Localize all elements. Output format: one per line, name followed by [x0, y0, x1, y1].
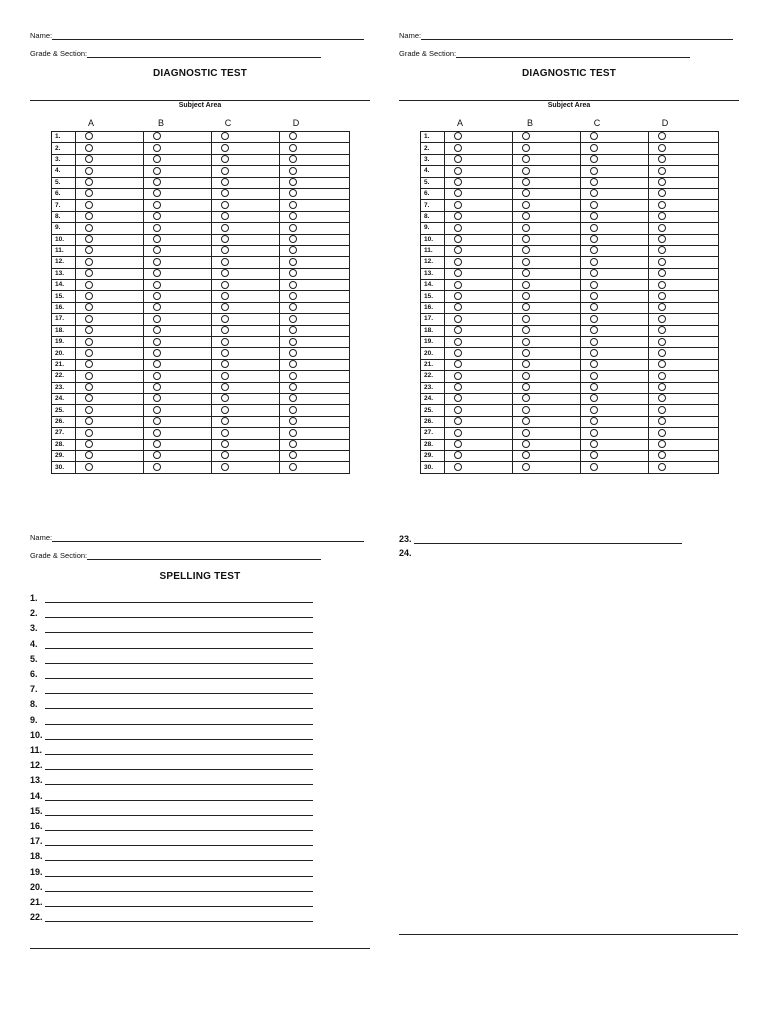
item-number: 16.	[52, 302, 76, 313]
item-number: 2.	[52, 143, 76, 154]
item-number: 20.	[52, 348, 76, 359]
item-number: 1.	[52, 132, 76, 143]
spelling-item[interactable]	[399, 534, 682, 544]
item-number: 8.	[52, 211, 76, 222]
item-number: 25.	[421, 405, 445, 416]
name-label: Name:	[399, 31, 422, 40]
item-number: 17.	[421, 314, 445, 325]
subject-area-label: Subject Area	[178, 102, 222, 109]
column-header-a: A	[456, 118, 463, 128]
item-number: 3.	[52, 154, 76, 165]
grade-section-label: Grade & Section:	[30, 49, 88, 58]
item-number: 15.	[52, 291, 76, 302]
item-number: 14.	[421, 280, 445, 291]
item-number: 11.	[52, 245, 76, 256]
item-number: 4.	[421, 166, 445, 177]
item-number: 13.	[52, 268, 76, 279]
column-header-b: B	[157, 118, 164, 128]
item-number: 19.	[52, 337, 76, 348]
item-number: 6.	[52, 188, 76, 199]
name-label: Name:	[30, 31, 53, 40]
item-number: 28.	[52, 439, 76, 450]
spelling-item-number: 23.	[399, 534, 412, 544]
column-header-c: C	[593, 118, 601, 128]
spelling-title: SPELLING TEST	[159, 571, 241, 582]
item-number: 24.	[52, 393, 76, 404]
spelling-item-number: 13.	[30, 775, 43, 786]
item-number: 26.	[52, 416, 76, 427]
name-label: Name:	[30, 533, 53, 542]
spelling-item-number: 10.	[30, 729, 43, 740]
item-number: 25.	[52, 405, 76, 416]
spelling-item-number: 9.	[30, 714, 38, 725]
diagnostic-title: DIAGNOSTIC TEST	[521, 68, 617, 79]
spelling-item-number: 1.	[30, 593, 38, 603]
item-number: 2.	[421, 143, 445, 154]
item-number: 11.	[421, 245, 445, 256]
item-number: 18.	[52, 325, 76, 336]
grade-label: Grade & Section:	[30, 551, 88, 560]
spelling-item-number: 12.	[30, 760, 43, 771]
column-header-d: D	[292, 118, 300, 128]
grade-section-label: Grade & Section:	[399, 49, 457, 58]
item-number: 28.	[421, 439, 445, 450]
spelling-item-number: 8.	[30, 699, 38, 710]
subject-area-label: Subject Area	[547, 102, 591, 109]
column-header-a: A	[87, 118, 94, 128]
spelling-item-number: 19.	[30, 866, 43, 877]
item-number: 29.	[52, 450, 76, 461]
spelling-item-number: 11.	[30, 745, 43, 755]
item-number: 18.	[421, 325, 445, 336]
spelling-item-number: 2.	[30, 608, 38, 619]
spelling-answer-line[interactable]	[414, 534, 682, 544]
item-number: 7.	[52, 200, 76, 211]
item-number: 22.	[421, 371, 445, 382]
item-number: 27.	[421, 428, 445, 439]
spelling-item-number: 17.	[30, 836, 43, 847]
item-number: 30.	[52, 462, 76, 473]
spelling-item-number: 20.	[30, 881, 43, 892]
item-number: 19.	[421, 337, 445, 348]
spelling-item-number: 3.	[30, 623, 38, 634]
item-number: 14.	[52, 280, 76, 291]
item-number: 6.	[421, 188, 445, 199]
item-number: 10.	[52, 234, 76, 245]
item-number: 9.	[52, 223, 76, 234]
item-number: 7.	[421, 200, 445, 211]
item-number: 1.	[421, 132, 445, 143]
diagnostic-title: DIAGNOSTIC TEST	[152, 68, 248, 79]
item-number: 10.	[421, 234, 445, 245]
item-number: 15.	[421, 291, 445, 302]
item-number: 22.	[52, 371, 76, 382]
spelling-item-number: 21.	[30, 897, 43, 907]
item-number: 29.	[421, 450, 445, 461]
spelling-item-number: 6.	[30, 669, 38, 679]
item-number: 23.	[421, 382, 445, 393]
spelling-item-number: 16.	[30, 821, 43, 831]
item-number: 8.	[421, 211, 445, 222]
spelling-item-number: 24.	[399, 548, 412, 558]
item-number: 26.	[421, 416, 445, 427]
item-number: 4.	[52, 166, 76, 177]
column-header-c: C	[224, 118, 232, 128]
spelling-item-number: 7.	[30, 684, 38, 695]
spelling-item-number: 5.	[30, 653, 38, 664]
item-number: 5.	[52, 177, 76, 188]
spelling-item[interactable]	[399, 548, 414, 558]
item-number: 12.	[52, 257, 76, 268]
item-number: 23.	[52, 382, 76, 393]
item-number: 21.	[52, 359, 76, 370]
item-number: 5.	[421, 177, 445, 188]
item-number: 17.	[52, 314, 76, 325]
item-number: 13.	[421, 268, 445, 279]
spelling-item-number: 22.	[30, 912, 43, 923]
item-number: 3.	[421, 154, 445, 165]
spelling-item-number: 14.	[30, 790, 43, 801]
spelling-item-number: 15.	[30, 805, 43, 816]
item-number: 27.	[52, 428, 76, 439]
item-number: 12.	[421, 257, 445, 268]
item-number: 24.	[421, 393, 445, 404]
item-number: 30.	[421, 462, 445, 473]
item-number: 20.	[421, 348, 445, 359]
spelling-item-number: 4.	[30, 638, 38, 649]
item-number: 21.	[421, 359, 445, 370]
item-number: 9.	[421, 223, 445, 234]
column-header-d: D	[661, 118, 669, 128]
spelling-item-number: 18.	[30, 851, 43, 862]
item-number: 16.	[421, 302, 445, 313]
continued-bottom-rule	[399, 934, 738, 935]
column-header-b: B	[526, 118, 533, 128]
